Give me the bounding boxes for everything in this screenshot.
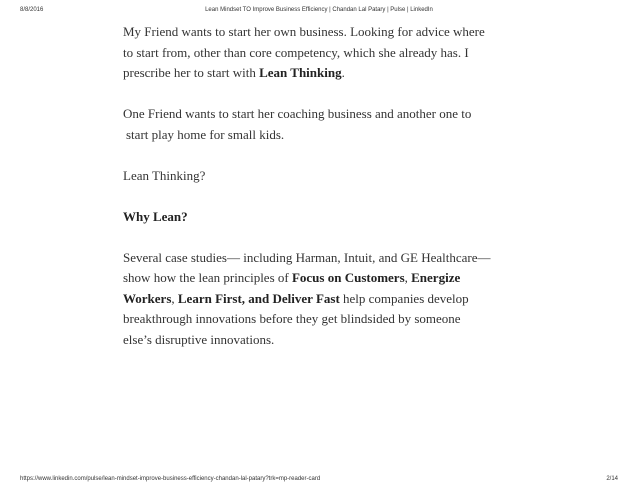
text-line: [123, 63, 593, 84]
paragraph-case-studies: [123, 248, 593, 351]
page-number: 2/14: [606, 476, 618, 482]
text-span: ,: [404, 270, 412, 285]
text-span: ,: [171, 290, 178, 306]
text-line: else’s disruptive innovations.: [123, 331, 275, 347]
print-date: 8/8/2016: [20, 7, 44, 13]
text-span: .: [341, 65, 345, 80]
page-header-title: Lean Mindset TO Improve Business Efficiency | Chandan Lal Patary | Pulse | LinkedIn: [205, 7, 433, 13]
focus-on-customers-emphasis: Focus on Customers: [291, 270, 405, 285]
paragraph-lean-thinking-question: Lean Thinking?: [123, 167, 206, 183]
text-line: My Friend wants to start her own business. Looking for advice where: [123, 24, 485, 39]
text-line: Several case studies— including Harman, Intuit, and GE Healthcare—: [123, 249, 491, 265]
text-line: start play home for small kids.: [126, 126, 285, 142]
text-line: to start from, other than core competency, which she already has. I: [123, 44, 469, 60]
why-lean-heading: Why Lean?: [123, 208, 188, 224]
workers-emphasis: Workers: [123, 290, 172, 306]
energize-emphasis: Energize: [411, 270, 461, 285]
subheading-why-lean: [123, 207, 593, 228]
paragraph-coaching-business: [123, 104, 593, 145]
text-line: [123, 289, 593, 310]
paragraph-friend-business: [123, 22, 593, 84]
page-footer-url: https://www.linkedin.com/pulse/lean-mindset-improve-business-efficiency-chandan-lal-patary?trk=mp-reader-card: [20, 476, 321, 482]
article-body: [123, 22, 593, 350]
text-line: breakthrough innovations before they get blindsided by someone: [123, 311, 461, 326]
text-span: show how the lean principles of: [123, 270, 292, 285]
text-span: help companies develop: [339, 290, 469, 306]
learn-first-emphasis: Learn First, and Deliver Fast: [177, 290, 340, 306]
text-span: prescribe her to start with: [123, 65, 260, 80]
text-line: [123, 268, 593, 289]
lean-thinking-emphasis: Lean Thinking: [259, 65, 342, 80]
text-line: One Friend wants to start her coaching business and another one to: [123, 106, 472, 121]
